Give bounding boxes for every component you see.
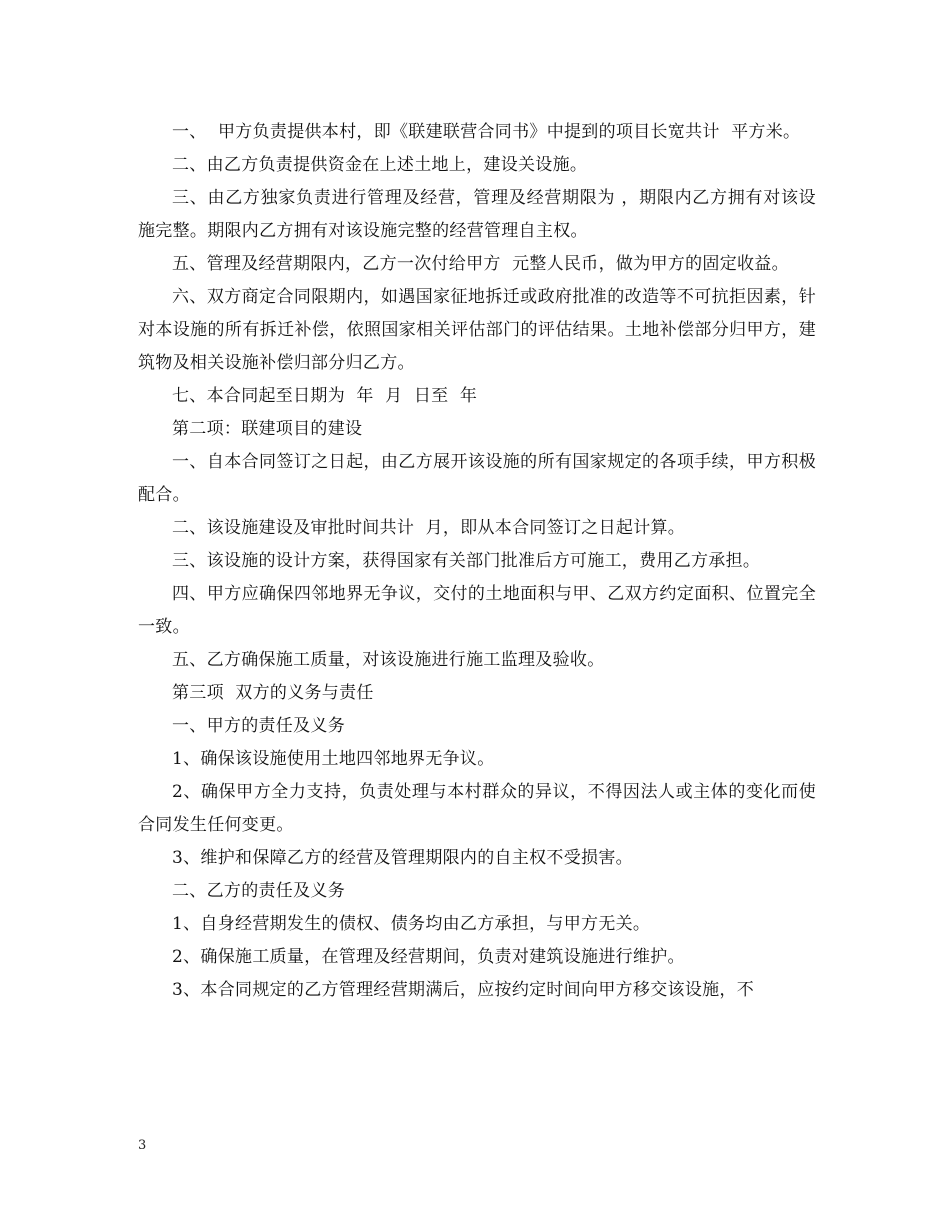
clause-paragraph: 一、自本合同签订之日起，由乙方展开该设施的所有国家规定的各项手续，甲方积极配合。 — [138, 452, 816, 505]
clause-paragraph: 七、本合同起至日期为 年 月 日至 年 — [172, 386, 478, 406]
clause-paragraph: 1、自身经营期发生的债权、债务均由乙方承担，与甲方无关。 — [172, 914, 651, 934]
clause-paragraph: 三、该设施的设计方案，获得国家有关部门批准后方可施工，费用乙方承担。 — [172, 551, 761, 571]
subsection-heading: 一、甲方的责任及义务 — [172, 716, 345, 736]
clause-paragraph: 一、 甲方负责提供本村，即《联建联营合同书》中提到的项目长宽共计 平方米。 — [172, 122, 801, 142]
subsection-heading: 二、乙方的责任及义务 — [172, 881, 345, 901]
section-heading: 第二项：联建项目的建设 — [172, 419, 363, 439]
clause-paragraph: 五、乙方确保施工质量，对该设施进行施工监理及验收。 — [172, 650, 605, 670]
section-heading: 第三项 双方的义务与责任 — [172, 683, 374, 703]
clause-paragraph: 2、确保甲方全力支持，负责处理与本村群众的异议，不得因法人或主体的变化而使合同发生任何变更。 — [138, 782, 816, 835]
clause-paragraph: 四、甲方应确保四邻地界无争议，交付的土地面积与甲、乙双方约定面积、位置完全一致。 — [138, 584, 816, 637]
contract-body — [138, 116, 816, 1007]
clause-paragraph: 3、维护和保障乙方的经营及管理期限内的自主权不受损害。 — [172, 848, 633, 868]
clause-paragraph: 3、本合同规定的乙方管理经营期满后，应按约定时间向甲方移交该设施，不 — [172, 980, 755, 1000]
clause-paragraph: 二、该设施建设及审批时间共计 月，即从本合同签订之日起计算。 — [172, 518, 686, 538]
clause-paragraph: 2、确保施工质量，在管理及经营期间，负责对建筑设施进行维护。 — [172, 947, 685, 967]
clause-paragraph: 三、由乙方独家负责进行管理及经营，管理及经营期限为 ，期限内乙方拥有对该设施完整。期限内乙方拥有对该设施完整的经营管理自主权。 — [138, 188, 816, 241]
clause-paragraph: 1、确保该设施使用土地四邻地界无争议。 — [172, 749, 495, 769]
clause-paragraph: 二、由乙方负责提供资金在上述土地上，建设关设施。 — [172, 155, 588, 175]
clause-paragraph: 五、管理及经营期限内，乙方一次付给甲方 元整人民币，做为甲方的固定收益。 — [172, 254, 789, 274]
clause-paragraph: 六、双方商定合同限期内，如遇国家征地拆迁或政府批准的改造等不可抗拒因素，针对本设施的所有拆迁补偿，依照国家相关评估部门的评估结果。土地补偿部分归甲方，建筑物及相关设施补偿归部分归乙方。 — [138, 287, 816, 373]
page-number: 3 — [138, 1138, 147, 1153]
